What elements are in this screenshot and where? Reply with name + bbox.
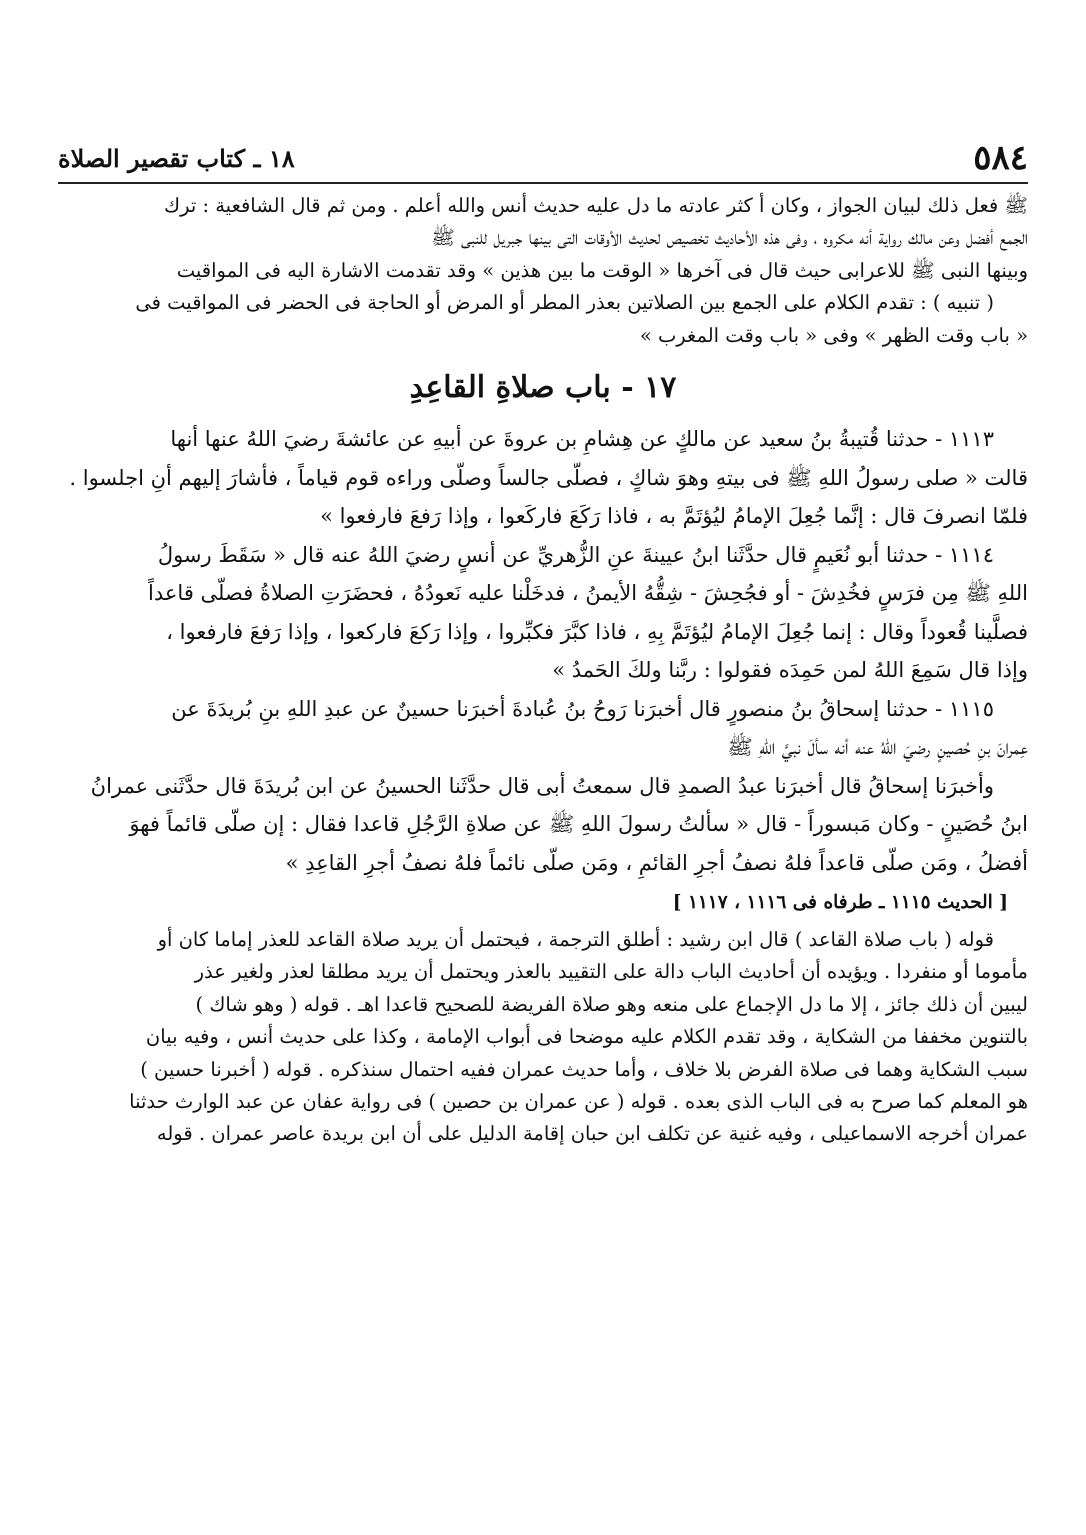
running-title: ١٨ ـ كتاب تقصير الصلاة xyxy=(58,144,295,173)
hadith-line: عِمرانَ بنِ حُصينٍ رضيَ اللهُ عنه أنه سألَ نبيَّ اللهِ ﷺ xyxy=(727,735,1028,760)
hadith-line: أفضلُ ، ومَن صلّى قاعداً فلهُ نصفُ أجرِ القائمِ ، ومَن صلّى نائماً فلهُ نصفُ أجرِ القاعِدِ » xyxy=(285,850,1028,875)
commentary-line: وبينها النبى ﷺ للاعرابى حيث قال فى آخرها « الوقت ما بين هذين » وقد تقدمت الاشارة اليه فى المواقيت xyxy=(176,258,1028,282)
hadith-line: ١١١٤ - حدثنا أبو نُعَيمٍ قال حدَّثَنا ابنُ عيينةَ عنِ الزُّهريِّ عن أنسٍ رضيَ اللهُ عنه قال « سَقَطَ رسولُ xyxy=(157,542,994,567)
hadith-line: فلمّا انصرفَ قال : إنَّما جُعِلَ الإمامُ ليُؤتَمَّ به ، فاذا رَكَعَ فاركَعوا ، وإذا رَفعَ فارفعوا » xyxy=(320,504,1028,529)
sharh-line: ليبين أن ذلك جائز ، إلا ما دل الإجماع على منعه وهو صلاة الفريضة للصحيح قاعدا اهـ . قوله ( وهو شاك ) xyxy=(195,992,1028,1016)
hadith-1114 xyxy=(58,536,1028,690)
sharh-line: هو المعلم كما صرح به فى الباب الذى بعده . قوله ( عن عمران بن حصين ) فى رواية عفان عن عبد الوارث حدثنا xyxy=(129,1090,1028,1114)
page-header xyxy=(58,138,1028,184)
hadith-line: ابنُ حُصَينٍ - وكان مَبسوراً - قال « سألتُ رسولَ اللهِ ﷺ عن صلاةِ الرَّجُلِ قاعدا فقال : إن صلّى قائماً فهوَ xyxy=(129,812,1028,837)
hadith-line: اللهِ ﷺ مِن فرَسٍ فخُدِشَ - أو فجُحِشَ - شِقُّهُ الأيمنُ ، فدخَلْنا عليه نَعودُهُ ، فحضَرَتِ الصلاةُ فصلّى قاعداً xyxy=(148,581,1028,606)
sharh-line: مأموما أو منفردا . ويؤيده أن أحاديث الباب دالة على التقييد بالعذر ويحتمل أن يريد مطلقا لعذر ولغير عذر xyxy=(194,960,1028,984)
hadith-reference: [ الحديث ١١١٥ ـ طرفاه فى ١١١٦ ، ١١١٧ ] xyxy=(672,892,1008,914)
hadith-line: وإذا قال سَمِعَ اللهُ لمن حَمِدَه فقولوا : ربَّنا ولكَ الحَمدُ » xyxy=(552,658,1028,683)
hadith-line: فصلَّينا قُعوداً وقال : إنما جُعِلَ الإمامُ ليُؤتَمَّ بِهِ ، فاذا كبَّرَ فكبِّروا ، وإذا رَكعَ فاركعوا ، وإذا رَفعَ فارفعوا ، xyxy=(166,619,1028,644)
hadith-line: ١١١٥ - حدثنا إسحاقُ بنُ منصورٍ قال أخبرَنا رَوحُ بنُ عُبادةَ أخبرَنا حسينٌ عن عبدِ اللهِ بنِ بُريدَةَ عن xyxy=(171,696,994,721)
hadith-1115-second-chain xyxy=(58,767,1028,883)
hadith-1113 xyxy=(58,420,1028,536)
hadith-line: وأخبرَنا إسحاقُ قال أخبرَنا عبدُ الصمدِ قال سمعتُ أبى قال حدَّثَنا الحسينُ عن ابن بُريدَةَ قال حدَّثَنى عمرانُ xyxy=(90,773,994,798)
sharh-commentary xyxy=(58,924,1028,1151)
chapter-heading: ١٧ - باب صلاةِ القاعِدِ xyxy=(409,370,677,406)
page-number: ٥٨٤ xyxy=(973,138,1028,178)
sharh-line: بالتنوين مخففا من الشكاية ، وقد تقدم الكلام عليه موضحا فى أبواب الإمامة ، وكذا على حديث أنس ، وفيه بيان xyxy=(145,1025,1028,1049)
note-line: « باب وقت الظهر » وفى « باب وقت المغرب » xyxy=(639,323,1028,347)
commentary-line: الجمع أفضل وعن مالك رواية أنه مكروه ، وفى هذه الأحاديث تخصيص لحديث الأوقات التى بينها جبريل للنبى ﷺ xyxy=(431,226,1028,250)
note-line: ( تنبيه ) : تقدم الكلام على الجمع بين الصلاتين بعذر المطر أو المرض أو الحاجة فى الحضر فى المواقيت فى xyxy=(135,291,994,315)
sharh-line: عمران أخرجه الاسماعيلى ، وفيه غنية عن تكلف ابن حبان إقامة الدليل على أن ابن بريدة عاصر عمران . قوله xyxy=(156,1122,1028,1146)
page xyxy=(58,138,1028,1151)
hadith-1115 xyxy=(58,690,1028,767)
sharh-line: سبب الشكاية وهما فى صلاة الفرض بلا خلاف ، وأما حديث عمران ففيه احتمال سنذكره . قوله ( أخبرنا حسين ) xyxy=(140,1057,1028,1081)
hadith-line: قالت « صلى رسولُ اللهِ ﷺ فى بيتهِ وهوَ شاكٍ ، فصلّى جالساً وصلّى وراءه قوم قياماً ، فأشارَ إليهم أنِ اجلسوا . xyxy=(69,465,1028,490)
top-commentary xyxy=(58,190,1028,352)
commentary-line: ﷺ فعل ذلك لبيان الجواز ، وكان أ كثر عادته ما دل عليه حديث أنس والله أعلم . ومن ثم قال الشافعية : ترك xyxy=(164,194,1028,217)
sharh-line: قوله ( باب صلاة القاعد ) قال ابن رشيد : أطلق الترجمة ، فيحتمل أن يريد صلاة القاعد للعذر إماما كان أو xyxy=(157,928,994,952)
hadith-line: ١١١٣ - حدثنا قُتيبةُ بنُ سعيد عن مالكٍ عن هِشامِ بن عروةَ عن أبيهِ عن عائشةَ رضيَ اللهُ عنها أنها xyxy=(170,427,994,452)
